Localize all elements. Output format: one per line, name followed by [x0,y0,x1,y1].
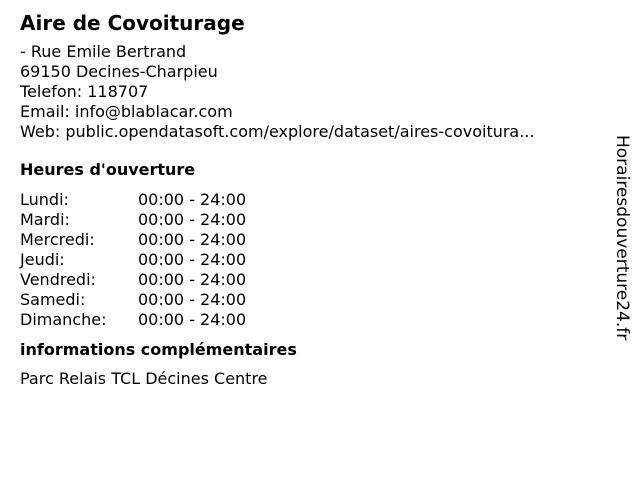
time-range: 00:00 - 24:00 [138,190,247,209]
opening-hours-heading: Heures d'ouverture [20,160,196,179]
hours-row-friday [20,270,600,290]
opening-hours-table [20,190,600,330]
time-range: 00:00 - 24:00 [138,290,247,309]
time-range: 00:00 - 24:00 [138,210,247,229]
hours-row-thursday [20,250,600,270]
time-range: 00:00 - 24:00 [138,310,247,329]
day-label: Mardi: [20,210,70,229]
time-range: 00:00 - 24:00 [138,250,247,269]
hours-row-saturday [20,290,600,310]
hours-row-wednesday [20,230,600,250]
day-label: Jeudi: [20,250,65,269]
day-label: Lundi: [20,190,69,209]
site-watermark: Horairesdouverture24.fr [612,135,632,341]
additional-info-heading: informations complémentaires [20,340,297,359]
day-label: Dimanche: [20,310,107,329]
time-range: 00:00 - 24:00 [138,230,247,249]
opening-hours-section [20,160,600,330]
additional-info-section [20,340,600,390]
address-block [20,42,600,142]
time-range: 00:00 - 24:00 [138,270,247,289]
hours-row-sunday [20,310,600,330]
website-link[interactable]: Web: public.opendatasoft.com/explore/dataset/aires-covoitura... [20,122,535,141]
day-label: Vendredi: [20,270,96,289]
city-address: 69150 Decines-Charpieu [20,62,218,81]
day-label: Mercredi: [20,230,95,249]
day-label: Samedi: [20,290,86,309]
phone-number: Telefon: 118707 [20,82,149,101]
listing-card [20,10,600,390]
email-address: Email: info@blablacar.com [20,102,233,121]
page-title: Aire de Covoiturage [20,11,245,35]
additional-info-text: Parc Relais TCL Décines Centre [20,369,268,388]
hours-row-tuesday [20,210,600,230]
hours-row-monday [20,190,600,210]
street-address: - Rue Emile Bertrand [20,42,187,61]
